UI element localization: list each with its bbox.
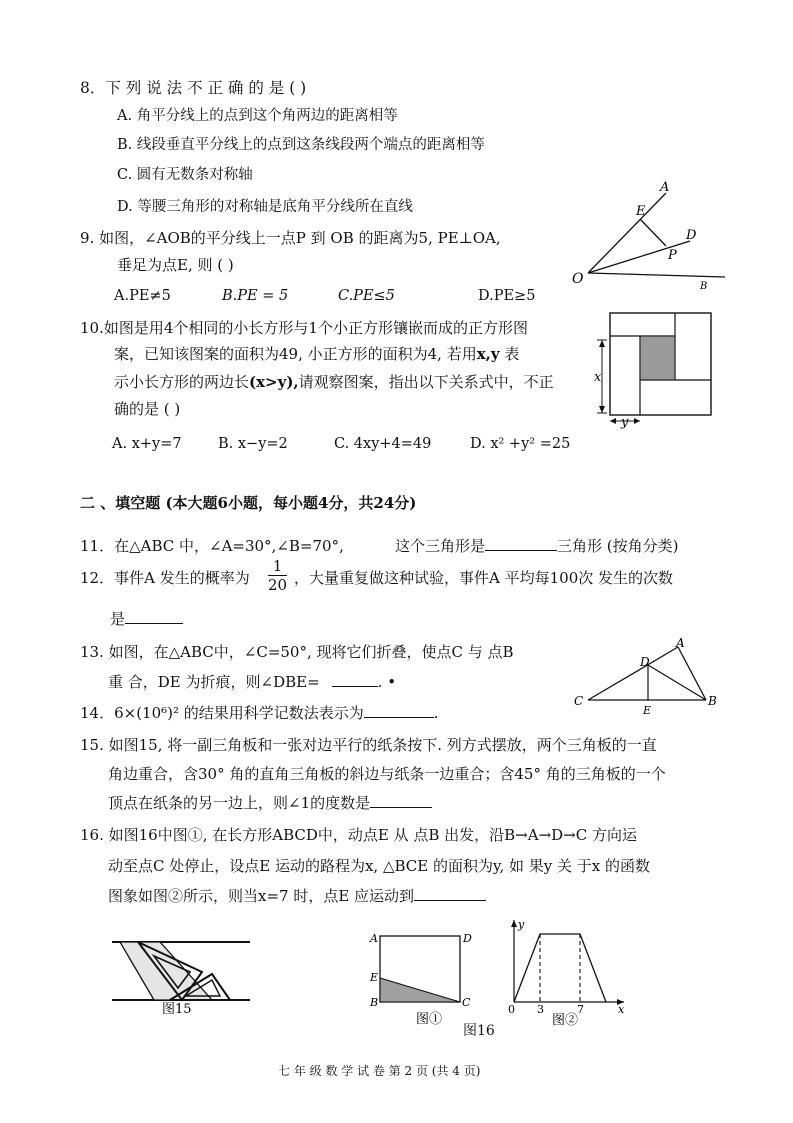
q13-line1: 13. 如图，在△ABC中，∠C=50°, 现将它们折叠，使点C 与 点B: [80, 643, 514, 661]
q8-option-b: B. 线段垂直平分线上的点到这条线段两个端点的距离相等: [117, 137, 485, 153]
q10-line2-b: x,y: [476, 345, 500, 363]
q9-label-a: A: [660, 180, 670, 195]
section2-title: 二 、填空题 (本大题6小题，每小题4分，共24分): [80, 494, 417, 512]
q10-option-b: B. x−y=2: [218, 436, 288, 452]
q10-line3: [114, 372, 554, 392]
q12-fraction-denominator: 20: [268, 576, 288, 594]
q11-line: [395, 536, 679, 556]
q9-option-d: D.PE≥5: [478, 288, 536, 304]
q15-line3: [108, 793, 432, 813]
q8-option-d: D. 等腰三角形的对称轴是底角平分线所在直线: [117, 199, 413, 215]
q16-answer-blank[interactable]: [414, 886, 486, 901]
q9-option-b: B.PE = 5: [222, 288, 289, 304]
q9-line2: 垂足为点E, 则 ( ): [117, 256, 234, 274]
q13-label-c: C: [574, 694, 584, 708]
q10-line2-c: 表: [499, 345, 520, 363]
q12-line2: [110, 609, 183, 629]
q13-line2: [108, 672, 396, 692]
q16-fig2-label-y: y: [518, 918, 525, 931]
q15-line2: 角边重合，含30° 角的直角三角板的斜边与纸条一边重合；含45° 角的三角板的一个: [108, 765, 666, 783]
q10-option-a: A. x+y=7: [112, 436, 182, 452]
q9-option-a: A.PE≠5: [114, 288, 171, 304]
q16-fig2-label-x: x: [618, 1003, 625, 1016]
q15-line3-text: 顶点在纸条的另一边上，则∠1的度数是: [108, 794, 371, 812]
q10-line3-c: 请观察图案，指出以下关系式中，不正: [298, 373, 554, 391]
q15-line1: 15. 如图15, 将一副三角板和一张对边平行的纸条按下. 列方式摆放，两个三角板的一直: [80, 736, 657, 754]
q8-option-a: A. 角平分线上的点到这个角两边的距离相等: [117, 108, 398, 124]
q16-fig1-label-c: C: [462, 996, 471, 1009]
q11-answer-blank[interactable]: [485, 536, 557, 551]
q14-answer-blank[interactable]: [364, 703, 434, 718]
q13-triangle-figure: [568, 638, 728, 718]
q9-label-p: P: [668, 248, 677, 263]
q10-line2: [114, 344, 519, 364]
q14-line: [80, 703, 439, 723]
q13-label-a: A: [676, 638, 685, 650]
q8-option-c: C. 圆有无数条对称轴: [117, 167, 253, 183]
q10-option-d: D. x² +y² =25: [470, 436, 571, 452]
q10-line4: 确的是 ( ): [114, 400, 181, 418]
q16-fig1-label-d: D: [463, 932, 472, 945]
q12-text-b: ，大量重复做这种试验，事件A 平均每100次 发生的次数: [294, 569, 674, 587]
q14-end: .: [433, 704, 439, 722]
q10-square-figure: [580, 310, 720, 430]
q16-fig1-label-a: A: [370, 932, 378, 945]
q16-group-caption: 图16: [463, 1023, 495, 1039]
q9-option-c: C.PE≤5: [338, 288, 395, 304]
q9-label-o: O: [572, 271, 584, 287]
q10-line1: 10.如图是用4个相同的小长方形与1个小正方形镶嵌而成的正方形图: [80, 319, 528, 337]
q16-line3: [108, 886, 486, 906]
q16-fig1-caption: 图①: [416, 1012, 443, 1027]
q12-answer-blank[interactable]: [125, 609, 183, 624]
q10-label-x: x: [594, 370, 602, 385]
q16-line3-text: 图象如图②所示，则当x=7 时，点E 应运动到: [108, 887, 415, 905]
q9-line1: 9. 如图，∠AOB的平分线上一点P 到 OB 的距离为5, PE⊥OA,: [80, 229, 501, 247]
q9-label-d: D: [686, 228, 697, 243]
q9-label-e: E: [636, 204, 646, 219]
q15-answer-blank[interactable]: [370, 793, 432, 808]
q10-label-y: y: [621, 415, 629, 430]
q16-rectangle-figure: [366, 928, 476, 1028]
q10-line3-a: 示小长方形的两边长: [114, 373, 250, 391]
q13-answer-blank[interactable]: [332, 672, 378, 687]
q12-line2-text: 是: [110, 610, 126, 628]
q12-fraction-numerator: 1: [268, 557, 287, 576]
q16-fig2-caption: 图②: [552, 1013, 579, 1026]
q13-label-b: B: [708, 694, 717, 708]
q10-line2-a: 案，已知该图案的面积为49, 小正方形的面积为4, 若用: [114, 345, 477, 363]
q13-line2-end: . •: [377, 673, 397, 691]
q16-fig2-tick-3: 3: [537, 1003, 544, 1016]
q14-text: 14．6×(10⁶)² 的结果用科学记数法表示为: [80, 704, 364, 722]
q16-line1: 16. 如图16中图①, 在长方形ABCD中，动点E 从 点B 出发，沿B→A→D→C 方向运: [80, 826, 637, 844]
q16-fig1-label-e: E: [370, 971, 379, 984]
q16-fig2-tick-7: 7: [577, 1003, 584, 1016]
q9-angle-figure: [560, 175, 730, 295]
q12-text-a: 12．事件A 发生的概率为: [80, 569, 250, 587]
q10-line3-b: (x>y),: [249, 373, 299, 391]
q9-label-b: B: [700, 281, 708, 292]
q10-option-c: C. 4xy+4=49: [334, 436, 432, 452]
q8-stem: 8．下 列 说 法 不 正 确 的 是 ( ): [80, 79, 307, 97]
q13-line2-text: 重 合，DE 为折痕，则∠DBE=: [108, 673, 320, 691]
q12-fraction: [268, 557, 287, 594]
q16-line2: 动至点C 处停止，设点E 运动的路程为x, △BCE 的面积为y, 如 果y 关 于x 的函数: [108, 857, 651, 875]
q15-figure-caption: 图15: [162, 1002, 192, 1017]
q11-text-b: 这个三角形是: [395, 537, 486, 555]
q11-text-a: 11．在△ABC 中，∠A=30°,∠B=70°,: [80, 537, 344, 555]
q13-label-d: D: [640, 655, 650, 669]
q16-fig2-label-origin: 0: [508, 1003, 515, 1016]
q11-text-c: 三角形 (按角分类): [557, 537, 679, 555]
q13-label-e: E: [643, 704, 652, 717]
q16-graph-figure: [500, 914, 630, 1026]
page-footer: 七 年 级 数 学 试 卷 第 2 页 (共 4 页): [278, 1064, 481, 1078]
q16-fig1-label-b: B: [370, 996, 379, 1009]
q15-strip-figure: [112, 932, 252, 1022]
